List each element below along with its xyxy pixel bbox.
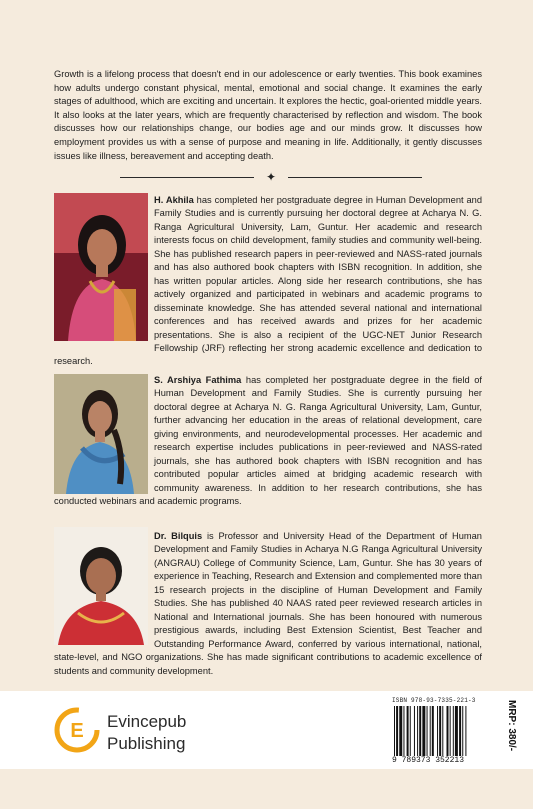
barcode-icon (394, 706, 490, 756)
svg-text:MRP: 380/-: MRP: 380/- (506, 700, 517, 752)
author-bio-bilquis: Dr. Bilquis is Professor and University Head of the Department of Human Development and Family Studies in Acharya N.G Ranga Agricultural University (ANGRAU) College of Community Science, Lam, Guntur. She has 30 years of experience in Teaching, Research and Extension and complemented more than 15 research projects in the discipline of Human Development and Family Studies. She has published 40 NAAS rated peer reviewed research articles in National and International journals. She has been honoured with numerous prestigious awards, including Best Extension Scientist, Best Teacher and Outstanding Performance Award, conferred by various international, national, state-level, and NGO organizations. She has made significant contributions to academic excellence of students and community development. (54, 531, 482, 676)
author-bio-arshiya: S. Arshiya Fathima has completed her postgraduate degree in the field of Human Development and Family Studies. She is currently pursuing her doctoral degree at Acharya N. G. Ranga Agricultural University, Lam, Guntur, further advancing her education in the areas of relational development, care giving environments, and neurodevelopmental processes. Her academic and research expertise includes publications in peer-reviewed and NASS-rated journals, she has authored book chapters with ISBN recognition and has contributed popular articles aimed at bridging academic research with community awareness. In addition to her research contributions, she has conducted webinars and academic programs. (54, 375, 482, 507)
evincepub-logo-icon (53, 706, 101, 754)
publisher-name-line1: Evincepub (107, 712, 187, 731)
price-label (498, 700, 517, 766)
author-name: Dr. Bilquis (154, 531, 203, 541)
author-name: S. Arshiya Fathima (154, 375, 242, 385)
isbn-digits: 9 789373 352213 (392, 756, 465, 765)
svg-text:E: E (70, 720, 84, 742)
author-bio-akhila: H. Akhila has completed her postgraduate degree in Human Development and Family Studies and is currently pursuing her doctoral degree at Acharya N. G. Ranga Agricultural University, Lam, Guntur. Her academic and research interests focus on child development, family studies and community well-being. She has published research papers in peer-reviewed and NASS-rated journals and has also authored book chapters with ISBN recognition. In addition, she has written popular articles. Along side her research contributions, she has actively organized and participated in webinars and academic programs to disseminate knowledge. She has attended several national and international conferences and has received awards and prizes for her academic presentations. She is also a recipient of the UGC-NET Junior Research Fellowship (JRF) reflecting her strong academic excellence and dedication to research. (54, 195, 482, 367)
publisher-name-line2: Publishing (107, 734, 186, 753)
sparkle-icon: ✦ (265, 170, 277, 184)
author-name: H. Akhila (154, 195, 194, 205)
book-blurb: Growth is a lifelong process that doesn't end in our adolescence or early twenties. This book examines how adults undergo constant physical, mental, emotional and social change. It examines the early stages of adulthood, which are exciting and uncertain. It explores the hectic, goal-oriented middle years. It also looks at the later years, which are frequently characterised by reflection and wisdom. The book discusses how our relationships change, our bodies age and our minds grow. It discusses how employment provides us with a sense of purpose and meaning in life. Additionally, it gently discusses issues like illness, bereavement and accepting death. (54, 69, 482, 161)
isbn-barcode-block (392, 697, 507, 767)
ornamental-divider (120, 171, 422, 183)
isbn-label: ISBN 978-93-7335-221-3 (392, 697, 476, 704)
